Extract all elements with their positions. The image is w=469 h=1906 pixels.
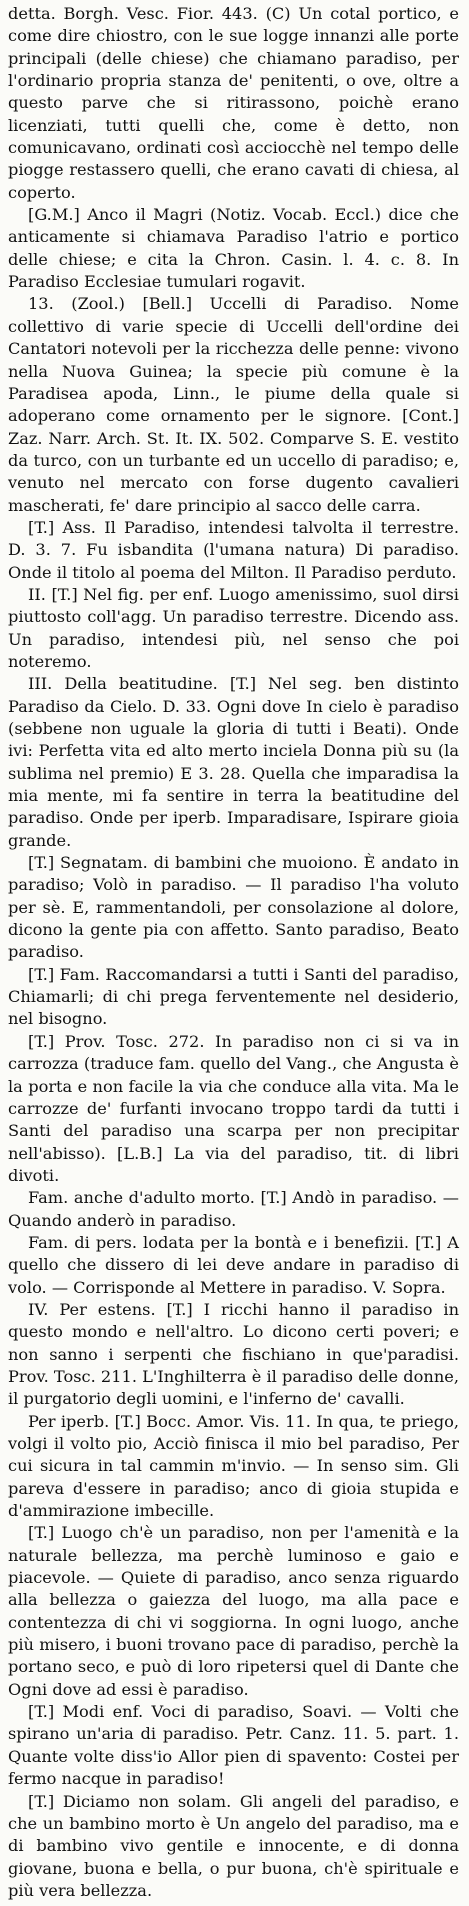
entry-paragraph: II. [T.] Nel fig. per enf. Luogo amenissimo, suol dirsi piuttosto coll'agg. Un paradiso terrestre. Dicendo ass. Un paradiso, intendesi più, nel senso che poi noteremo. — [8, 584, 459, 671]
entry-paragraph: IV. Per estens. [T.] I ricchi hanno il paradiso in questo mondo e nell'altro. Lo dicono certi poveri; e non sanno i serpenti che fischiano in que'paradisi. Prov. Tosc. 211. L'Inghilterra è il paradiso delle donne, il purgatorio degli uomini, e l'inferno de' cavalli. — [8, 1299, 459, 1409]
entry-paragraph: detta. Borgh. Vesc. Fior. 443. (C) Un cotal portico, e come dire chiostro, con le sue logge innanzi alle porte principali (delle chiese) che chiamano paradiso, per l'ordinario propria stanza de' penitenti, o ove, oltre a questo parve che si ritirassono, poichè erano licenziati, tutti quelli che, come è detto, non comunicavano, ordinati così acciocchè nel tempo delle piogge restassero quelli, che erano cavati di chiesa, al coperto. — [8, 4, 459, 202]
entry-paragraph: [T.] Ass. Il Paradiso, intendesi talvolta il terrestre. D. 3. 7. Fu isbandita (l'umana natura) Di paradiso. Onde il titolo al poema del Milton. Il Paradiso perduto. — [8, 517, 459, 582]
entry-paragraph: 13. (Zool.) [Bell.] Uccelli di Paradiso. Nome collettivo di varie specie di Uccelli dell'ordine dei Cantatori notevoli per la ricchezza delle penne: vivono nella Nuova Guinea; la specie più comune è la Paradisea apoda, Linn., le piume della quale si adoperano come ornamento per le signore. [Cont.] Zaz. Narr. Arch. St. It. IX. 502. Comparve S. E. vestito da turco, con un turbante ed un uccello di paradiso; e, venuto nel mercato con forse dugento cavalieri mascherati, fe' dare principio al sacco delle carra. — [8, 294, 459, 515]
entry-paragraph: [T.] Fam. Raccomandarsi a tutti i Santi del paradiso, Chiamarli; di chi prega ferventemente nel desiderio, nel bisogno. — [8, 964, 459, 1029]
entry-paragraph: Fam. di pers. lodata per la bontà e i benefizii. [T.] A quello che dissero di lei deve andare in paradiso di volo. — Corrisponde al Mettere in paradiso. V. Sopra. — [8, 1232, 459, 1297]
entry-paragraph: [T.] Prov. Tosc. 272. In paradiso non ci si va in carrozza (traduce fam. quello del Vang., che Angusta è la porta e non facile la via che conduce alla vita. Ma le carrozze de' furfanti invocano troppo tardi da tutti i Santi del paradiso una scarpa per non precipitar nell'abisso). [L.B.] La via del paradiso, tit. di libri divoti. — [8, 1031, 459, 1185]
entry-paragraph: [G.M.] Anco il Magri (Notiz. Vocab. Eccl.) dice che anticamente si chiamava Paradiso l'atrio e portico delle chiese; e cita la Chron. Casin. l. 4. c. 8. In Paradiso Ecclesiae tumulari rogavit. — [8, 205, 459, 292]
entry-paragraph: Per iperb. [T.] Bocc. Amor. Vis. 11. In qua, te priego, volgi il volto pio, Acciò finisca il mio bel paradiso, Per cui sicura in tal cammin m'invio. — In senso sim. Gli pareva d'essere in paradiso; anco di gioia stupida e d'ammirazione imbecille. — [8, 1411, 459, 1521]
entry-paragraph: [T.] Modi enf. Voci di paradiso, Soavi. — Volti che spirano un'aria di paradiso. Petr. Canz. 11. 5. part. 1. Quante volte diss'io Allor pien di spavento: Costei per fermo nacque in paradiso! — [8, 1702, 459, 1789]
entry-paragraph: [T.] Segnatam. di bambini che muoiono. È andato in paradiso; Volò in paradiso. — Il paradiso l'ha voluto per sè. E, rammentandoli, per consolazione al dolore, dicono la gente pia con affetto. Santo paradiso, Beato paradiso. — [8, 853, 459, 962]
entry-paragraph: Fam. anche d'adulto morto. [T.] Andò in paradiso. — Quando anderò in paradiso. — [8, 1188, 459, 1230]
entry-paragraph: III. Della beatitudine. [T.] Nel seg. ben distinto Paradiso da Cielo. D. 33. Ogni dove In cielo è paradiso (sebbene non uguale la gloria di tutti i Beati). Onde ivi: Perfetta vita ed alto merto inciela Donna più su (la sublima nel premio) E 3. 28. Quella che imparadisa la mia mente, mi fa sentire in terra la beatitudine del paradiso. Onde per iperb. Imparadisare, Ispirare gioia grande. — [8, 674, 459, 850]
entry-paragraph: [T.] Luogo ch'è un paradiso, non per l'amenità e la naturale bellezza, ma perchè luminoso e gaio e piacevole. — Quiete di paradiso, anco senza riguardo alla bellezza o gaiezza del luogo, ma alla pace e contentezza di chi vi soggiorna. In ogni luogo, anche più misero, i buoni trovano pace di paradiso, perchè la portano seco, e può di loro ripetersi quel di Dante che Ogni dove ad essi è paradiso. — [8, 1523, 459, 1699]
entry-paragraph: [T.] Diciamo non solam. Gli angeli del paradiso, e che un bambino morto è Un angelo del paradiso, ma e di bambino vivo gentile e innocente, e di donna giovane, buona e bella, o pur buona, ch'è spirituale e più vera bellezza. — [8, 1791, 459, 1900]
